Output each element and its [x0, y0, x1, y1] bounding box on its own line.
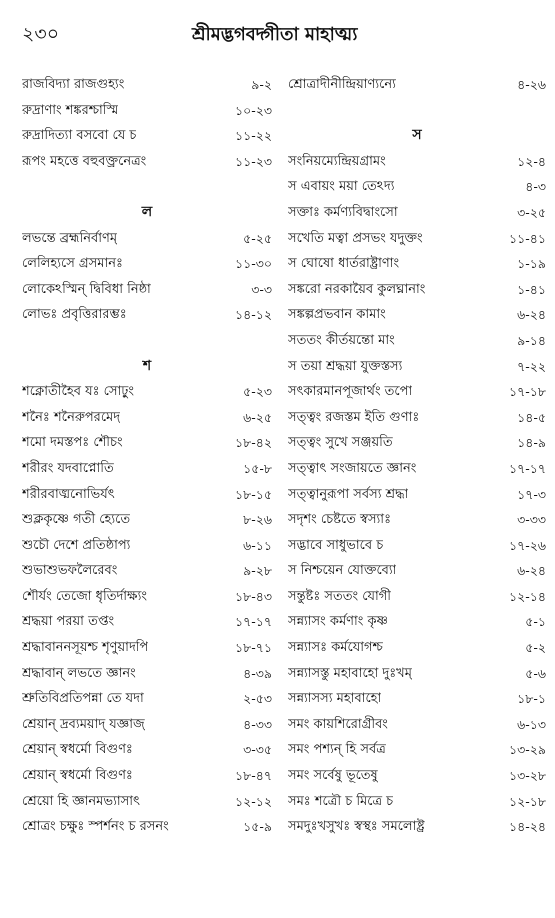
index-entry — [288, 609, 546, 635]
verse-first-line: রূপং মহত্তে বহুবক্ত্রনেত্রং — [22, 153, 147, 169]
page-number: ২৩০ — [22, 23, 60, 45]
verse-first-line: লভন্তে ব্রহ্মনির্বাণম্ — [22, 230, 118, 246]
chapter-verse-ref: ১৪-৫ — [517, 409, 546, 425]
index-entry — [288, 737, 546, 763]
chapter-verse-ref: ১২-১২ — [235, 793, 272, 809]
index-entry — [22, 277, 272, 303]
chapter-verse-ref: ৮-২৬ — [243, 512, 272, 528]
chapter-verse-ref: ৫-৬ — [525, 665, 546, 681]
index-entry — [288, 379, 546, 405]
chapter-verse-ref: ১৮-১ — [517, 691, 546, 707]
verse-first-line: শ্রদ্ধয়া পরয়া তপ্তং — [22, 614, 115, 630]
verse-first-line: শক্নোতীহৈব যঃ সোঢ়ুং — [22, 384, 134, 400]
index-entry — [288, 72, 546, 98]
verse-first-line: সত্ত্বং সুখে সঞ্জয়তি — [288, 435, 393, 451]
verse-first-line: স ঘোষো ধার্তরাষ্ট্রাণাং — [288, 256, 400, 272]
verse-first-line: রাজবিদ্যা রাজগুহ্যং — [22, 77, 125, 92]
index-entry — [22, 226, 272, 252]
verse-first-line: শুক্লকৃষ্ণে গতী হ্যেতে — [22, 512, 131, 528]
verse-first-line: সখেতি মত্বা প্রসভং যদুক্তং — [288, 230, 423, 246]
index-entry — [22, 814, 272, 840]
index-entry — [22, 123, 272, 149]
verse-first-line: সৎকারমানপূজার্থং তপো — [288, 384, 413, 400]
chapter-verse-ref: ১৪-৯ — [517, 435, 546, 451]
index-entry — [22, 609, 272, 635]
index-entry — [22, 98, 272, 124]
index-entry — [288, 763, 546, 789]
verse-first-line: শ্রেয়ো হি জ্ঞানমভ্যাসাৎ — [22, 793, 140, 809]
chapter-verse-ref: ১৭-৩ — [517, 486, 546, 502]
verse-first-line: শুচৌ দেশে প্রতিষ্ঠাপ্য — [22, 537, 131, 553]
index-entry — [288, 174, 546, 200]
verse-first-line: শ্রেয়ান্ স্বধর্মো বিগুণঃ — [22, 768, 133, 784]
chapter-verse-ref: ৬-২৪ — [517, 563, 546, 579]
chapter-verse-ref: ১৪-১২ — [235, 307, 272, 323]
chapter-verse-ref: ১১-২২ — [235, 128, 272, 144]
verse-first-line: সত্ত্বানুরূপা সর্বস্য শ্রদ্ধা — [288, 486, 409, 502]
verse-first-line: সন্ন্যাসস্য মহাবাহো — [288, 691, 382, 707]
index-entry — [288, 430, 546, 456]
index-entry — [22, 379, 272, 405]
index-entry — [22, 789, 272, 815]
chapter-verse-ref: ৩-৩৫ — [243, 742, 272, 758]
verse-first-line: সঙ্করো নরকায়ৈব কুলঘ্নানাং — [288, 281, 426, 297]
chapter-verse-ref: ৪-৩ — [525, 179, 546, 195]
chapter-verse-ref: ৯-১৪ — [517, 332, 546, 348]
left-column — [22, 72, 272, 840]
index-entry — [288, 302, 546, 328]
chapter-verse-ref: ১৭-২৬ — [508, 537, 546, 553]
chapter-verse-ref: ৩-৩ — [251, 281, 272, 297]
chapter-verse-ref: ৬-২৫ — [243, 409, 272, 425]
verse-first-line: সন্ন্যাসঃ কর্মযোগশ্চ — [288, 640, 383, 656]
verse-first-line: শনৈঃ শনৈরুপরমেদ্ — [22, 409, 121, 425]
chapter-verse-ref: ১৮-১৫ — [235, 486, 272, 502]
verse-first-line: সন্ন্যাসস্তু মহাবাহো দুঃখম্ — [288, 665, 412, 681]
index-entry — [22, 251, 272, 277]
index-entry — [22, 72, 272, 98]
chapter-verse-ref: ১২-১৪ — [509, 588, 546, 604]
chapter-verse-ref: ৩-৩৩ — [517, 512, 546, 528]
chapter-verse-ref: ৬-১১ — [243, 537, 272, 553]
chapter-verse-ref: ৬-১৩ — [517, 716, 546, 732]
index-entry — [22, 584, 272, 610]
verse-first-line: শরীরং যদবাপ্নোতি — [22, 460, 114, 476]
chapter-verse-ref: ৬-২৪ — [517, 307, 546, 323]
index-entry — [288, 149, 546, 175]
index-entry — [22, 686, 272, 712]
verse-first-line: লোভঃ প্রবৃত্তিরারম্ভঃ — [22, 307, 127, 323]
index-entry — [288, 251, 546, 277]
chapter-verse-ref: ১২-৪ — [517, 153, 546, 169]
chapter-verse-ref: ১-১৯ — [517, 256, 546, 272]
chapter-verse-ref: ৯-২৮ — [243, 563, 272, 579]
chapter-verse-ref: ১৩-২৮ — [509, 768, 546, 784]
verse-first-line: সমং সর্বেষু ভূতেষু — [288, 768, 378, 784]
verse-first-line: সমং পশ্যন্ হি সর্বত্র — [288, 742, 386, 758]
index-entry — [22, 763, 272, 789]
index-entry — [288, 661, 546, 687]
chapter-verse-ref: ১২-১৮ — [509, 793, 546, 809]
chapter-verse-ref: ৩-২৫ — [517, 204, 546, 220]
chapter-verse-ref: ১৮-৪৭ — [235, 768, 272, 784]
chapter-verse-ref: ১-৪১ — [517, 281, 546, 297]
spacer — [288, 98, 546, 124]
verse-first-line: সদ্ভাবে সাধুভাবে চ — [288, 537, 384, 553]
index-entry — [288, 277, 546, 303]
chapter-verse-ref: ১৮-৪২ — [235, 435, 272, 451]
verse-first-line: সত্ত্বাৎ সংজায়তে জ্ঞানং — [288, 460, 417, 476]
chapter-verse-ref: ৫-২৫ — [243, 230, 272, 246]
chapter-verse-ref: ৫-১ — [525, 614, 546, 630]
index-entry — [288, 814, 546, 840]
verse-first-line: স তয়া শ্রদ্ধয়া যুক্তস্তস্য — [288, 358, 403, 374]
index-entry — [22, 430, 272, 456]
verse-first-line: শ্রদ্ধাবাননসূয়শ্চ শৃণুয়াদপি — [22, 640, 149, 656]
section-letter-heading: ল — [141, 203, 153, 220]
verse-first-line: সমঃ শত্রৌ চ মিত্রে চ — [288, 793, 394, 809]
verse-first-line: সমং কায়শিরোগ্রীবং — [288, 716, 388, 732]
chapter-verse-ref: ৫-২৩ — [243, 384, 272, 400]
section-letter-heading: শ — [142, 357, 152, 374]
verse-first-line: সন্ন্যাসং কর্মণাং কৃষ্ণ — [288, 614, 388, 630]
verse-first-line: শরীরবাঙ্মনোভির্যৎ — [22, 486, 115, 502]
chapter-verse-ref: ১৩-২৯ — [509, 742, 546, 758]
chapter-verse-ref: ১৭-১৮ — [509, 384, 546, 400]
chapter-verse-ref: ৪-২৬ — [517, 77, 546, 92]
verse-first-line: শ্রেয়ান্ দ্রব্যময়াদ্ যজ্ঞাজ্ — [22, 716, 145, 732]
index-entry — [22, 149, 272, 175]
index-entry — [22, 558, 272, 584]
chapter-verse-ref: ১০-২৩ — [234, 102, 272, 118]
index-entry — [288, 533, 546, 559]
verse-first-line: শুভাশুভফলৈরেবং — [22, 563, 118, 579]
index-entry — [22, 405, 272, 431]
verse-first-line: স নিশ্চয়েন যোক্তব্যো — [288, 563, 397, 579]
verse-first-line: লেলিহ্যসে গ্রসমানঃ — [22, 256, 123, 272]
index-entry — [22, 533, 272, 559]
index-entry — [288, 405, 546, 431]
chapter-verse-ref: ১৮-৭১ — [235, 640, 272, 656]
verse-first-line: শমো দমস্তপঃ শৌচং — [22, 435, 123, 451]
verse-first-line: সমদুঃখসুখঃ স্বস্থঃ সমলোষ্ট্র — [288, 819, 425, 835]
index-entry — [288, 558, 546, 584]
verse-first-line: শ্রদ্ধাবান্ লভতে জ্ঞানং — [22, 665, 136, 681]
right-column — [288, 72, 546, 840]
index-entry — [22, 661, 272, 687]
verse-first-line: সত্ত্বং রজস্তম ইতি গুণাঃ — [288, 409, 420, 425]
index-entry — [288, 507, 546, 533]
verse-first-line: সংনিয়ম্যেন্দ্রিয়গ্রামং — [288, 153, 386, 169]
verse-first-line: শ্রোত্রাদীনীন্দ্রিয়াণ্যন্যে — [288, 77, 396, 92]
chapter-verse-ref: ১১-২৩ — [235, 153, 272, 169]
chapter-verse-ref: ৫-২ — [525, 640, 546, 656]
chapter-verse-ref: ৪-৩৩ — [243, 716, 272, 732]
verse-first-line: সক্তাঃ কর্মণ্যবিদ্বাংসো — [288, 204, 398, 220]
index-entry — [22, 302, 272, 328]
page-header — [22, 18, 533, 48]
index-entry — [288, 635, 546, 661]
index-entry — [22, 712, 272, 738]
verse-first-line: লোকেঽস্মিন্ দ্বিবিধা নিষ্ঠা — [22, 281, 151, 297]
verse-first-line: সঙ্কল্পপ্রভবান কামাং — [288, 307, 386, 323]
chapter-verse-ref: ৪-৩৯ — [243, 665, 272, 681]
chapter-verse-ref: ১৫-৮ — [243, 460, 272, 476]
chapter-verse-ref: ২-৫৩ — [243, 691, 272, 707]
index-entry — [22, 482, 272, 508]
chapter-verse-ref: ১৭-১৭ — [509, 460, 546, 476]
index-entry — [288, 354, 546, 380]
verse-first-line: সততং কীর্তয়ন্তো মাং — [288, 332, 395, 348]
index-entry — [288, 482, 546, 508]
verse-first-line: শ্রুতিবিপ্রতিপন্না তে যদা — [22, 691, 144, 707]
index-entry — [288, 686, 546, 712]
chapter-verse-ref: ১১-৩০ — [235, 256, 272, 272]
index-entry — [288, 456, 546, 482]
verse-first-line: রুদ্রাণাং শঙ্করশ্চাস্মি — [22, 102, 119, 118]
chapter-verse-ref: ১৫-৯ — [243, 819, 272, 835]
index-entry — [288, 584, 546, 610]
verse-first-line: স এবায়ং ময়া তেঽদ্য — [288, 179, 395, 195]
chapter-verse-ref: ১১-৪১ — [509, 230, 546, 246]
index-entry — [22, 507, 272, 533]
section-letter-heading: স — [412, 127, 422, 144]
index-entry — [288, 789, 546, 815]
index-entry — [22, 737, 272, 763]
verse-first-line: শ্রোত্রং চক্ষুঃ স্পর্শনং চ রসনং — [22, 819, 169, 835]
index-entry — [288, 712, 546, 738]
chapter-verse-ref: ৯-২ — [251, 77, 272, 92]
chapter-verse-ref: ১৭-১৭ — [235, 614, 272, 630]
index-entry — [22, 456, 272, 482]
chapter-verse-ref: ১৪-২৪ — [509, 819, 546, 835]
verse-first-line: শৌর্যং তেজো ধৃতির্দাক্ষ্যং — [22, 588, 147, 604]
spacer — [22, 328, 272, 354]
verse-first-line: সদৃশং চেষ্টতে স্বস্যাঃ — [288, 512, 392, 528]
index-entry — [288, 328, 546, 354]
spacer — [22, 174, 272, 200]
index-entry — [22, 635, 272, 661]
index-entry — [288, 200, 546, 226]
chapter-verse-ref: ১৮-৪৩ — [235, 588, 272, 604]
page-title: শ্রীমদ্ভগবদ্গীতা মাহাত্ম্য — [192, 24, 358, 45]
verse-first-line: শ্রেয়ান্ স্বধর্মো বিগুণঃ — [22, 742, 133, 758]
verse-first-line: রুদ্রাদিত্যা বসবো যে চ — [22, 128, 137, 144]
index-entry — [288, 226, 546, 252]
chapter-verse-ref: ৭-২২ — [517, 358, 546, 374]
verse-first-line: সন্তুষ্টঃ সততং যোগী — [288, 588, 392, 604]
